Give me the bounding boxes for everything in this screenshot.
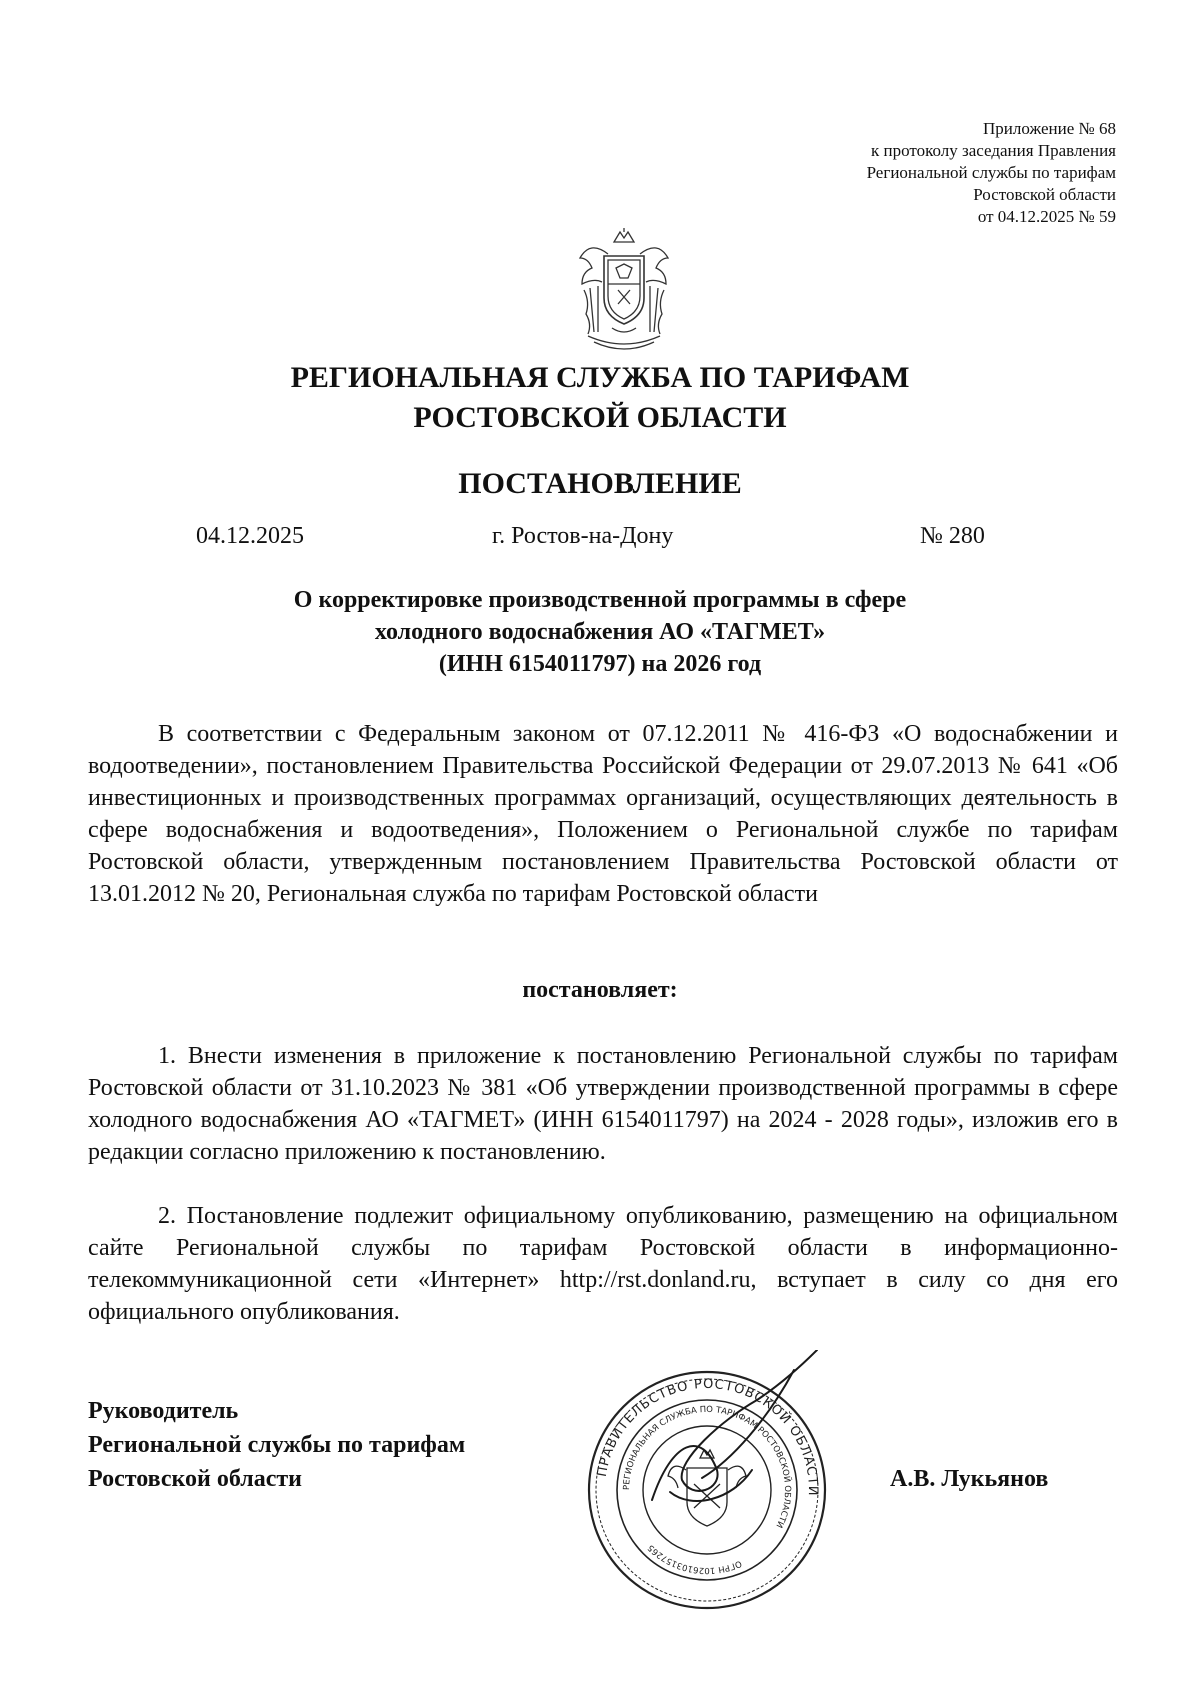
organization-line: РЕГИОНАЛЬНАЯ СЛУЖБА ПО ТАРИФАМ [290,361,910,394]
subject-line: (ИНН 6154011797) на 2026 год [438,651,762,677]
official-seal-icon [582,1350,832,1610]
annex-line: Приложение № 68 [983,119,1116,138]
document-type: ПОСТАНОВЛЕНИЕ [458,467,742,500]
coat-of-arms-icon [568,228,680,358]
seal-ogrn-text: ОГРН 1026103157265 [646,1542,743,1576]
document-date: 04.12.2025 [196,523,304,549]
svg-text:ОГРН 1026103157265 [646,1542,743,1575]
annex-line: Региональной службы по тарифам [866,163,1116,182]
document-city: г. Ростов-на-Дону [492,523,674,549]
annex-line: к протоколу заседания Правления [871,141,1116,160]
subject-line: О корректировке производственной программы в сфере [293,587,907,613]
signer-position-line: Региональной службы по тарифам [88,1432,466,1458]
resolves-heading: постановляет: [522,977,678,1003]
item-paragraph: 1. Внести изменения в приложение к постановлению Региональной службы по тарифам Ростовской области от 31.10.2023 № 381 «Об утверждении производственной программы в сфере холодного водоснабжения АО «ТАГМЕТ» (ИНН 6154011797) на 2024 - 2028 годы», изложив его в редакции согласно приложению к постановлению. [88,1043,1118,1165]
seal-outer-text: ПРАВИТЕЛЬСТВО РОСТОВСКОЙ ОБЛАСТИ [594,1376,821,1497]
document-number: № 280 [920,523,985,549]
item-paragraph: 2. Постановление подлежит официальному опубликованию, размещению на официальном сайте Региональной службы по тарифам Ростовской области в информационно-телекоммуникационной сети «Интернет» http://rst.donland.ru, вступает в силу со дня его официального опубликования. [88,1203,1118,1325]
signer-name: А.В. Лукьянов [890,1466,1049,1492]
seal-inner-text: РЕГИОНАЛЬНАЯ СЛУЖБА ПО ТАРИФАМ РОСТОВСКОЙ ОБЛАСТИ [621,1404,793,1530]
subject-line: холодного водоснабжения АО «ТАГМЕТ» [374,619,826,645]
signer-position [88,1394,465,1496]
annex-reference [867,118,1116,228]
legal-basis-paragraph: В соответствии с Федеральным законом от 07.12.2011 № 416-ФЗ «О водоснабжении и водоотведении», постановлением Правительства Российской Федерации от 29.07.2013 № 641 «Об инвестиционных и производственных программах организаций, осуществляющих деятельность в сфере водоснабжения и водоотведения», Положением о Региональной службе по тарифам Ростовской области, утвержденным постановлением Правительства Ростовской области от 13.01.2012 № 20, Региональная служба по тарифам Ростовской области [88,721,1118,907]
signer-position-line: Ростовской области [88,1466,302,1492]
organization-line: РОСТОВСКОЙ ОБЛАСТИ [413,401,787,434]
signer-position-line: Руководитель [88,1398,239,1424]
document-subject [0,584,1200,680]
annex-line: от 04.12.2025 № 59 [977,207,1116,226]
organization-name [0,358,1200,438]
annex-line: Ростовской области [973,185,1116,204]
